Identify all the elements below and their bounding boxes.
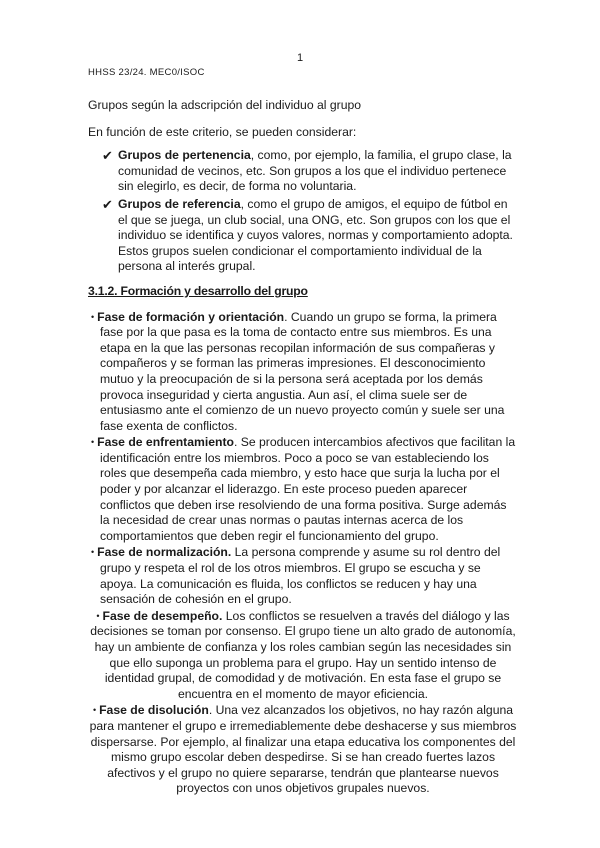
page-number: 1 [296,52,304,64]
phase-term: Fase de formación y orientación [97,309,285,324]
criteria-text: , como, por ejemplo, la familia, el grupo clase, la comunidad de vecinos, etc. Son grupos a los que el individuo pertenece sin elegirlo, es decir, de forma no voluntaria. [118,148,512,194]
phase-item-enfrentamiento [88,435,518,544]
bullet-icon: • [96,610,100,621]
phase-term: Fase de desempeño. [102,608,223,623]
phase-text: . Se producen intercambios afectivos que facilitan la identificación entre los miembros. Poco a poco se van estableciendo los roles que desempeña cada miembro, y esto hace que surja la lucha por el poder y por alcanzar el liderazgo. En este proceso pueden aparecer conflictos que deben irse resolviendo de una forma positiva. Surge además la necesidad de crear unas normas o pautas internas acerca de los comportamientos que deben regir el funcionamiento del grupo. [100,435,516,543]
bullet-icon: • [91,547,95,558]
criteria-text: , como el grupo de amigos, el equipo de fútbol en el que se juega, un club social, una ONG, etc. Son grupos con los que el individuo se identifica y cuyos valores, normas y comportamiento adopta. Estos grupos suelen condicionar el comportamiento individual de la persona al interés grupal. [118,196,513,274]
phase-item-formacion [88,310,518,435]
phase-item-normalizacion [88,545,518,607]
criteria-item-referencia [88,197,518,275]
document-header: HHSS 23/24. MEC0/ISOC [88,67,205,78]
phase-item-disolucion [88,703,518,797]
criteria-term: Grupos de referencia [118,196,241,211]
phase-text: La persona comprende y asume su rol dentro del grupo y respeta el rol de los otros miembros. El grupo se escucha y se apoya. La comunicación es fluida, los conflictos se reducen y hay una sensación de cohesión en el grupo. [100,545,501,607]
criteria-term: Grupos de pertenencia [118,148,251,163]
bullet-icon: • [91,437,95,448]
phase-term: Fase de enfrentamiento [97,435,234,450]
checkmark-icon: ✔ [102,148,113,164]
phase-term: Fase de disolución [99,703,209,718]
phase-term: Fase de normalización. [97,545,232,560]
phase-text: Los conflictos se resuelven a través del diálogo y las decisiones se toman por consenso. El grupo tiene un alto grado de autonomía, hay un ambiente de confianza y los roles cambian según las necesidades sin que ello suponga un problema para el grupo. Hay un sentido intenso de identidad grupal, de comodidad y de motivación. En esta fase el grupo se encuentra en el momento de mayor eficiencia. [90,608,516,701]
section-heading: 3.1.2. Formación y desarrollo del grupo [88,283,308,298]
document-body [88,98,518,798]
bullet-icon: • [92,705,97,716]
checkmark-icon: ✔ [102,196,113,212]
bullet-icon: • [91,311,95,322]
intro-text: En función de este criterio, se pueden considerar: [88,124,357,139]
phase-item-desempeno [88,609,518,703]
criteria-item-pertenencia [88,148,518,195]
phase-text: . Una vez alcanzados los objetivos, no hay razón alguna para mantener el grupo e irremediablemente debe deshacerse y sus miembros dispersarse. Por ejemplo, al finalizar una etapa educativa los componentes del mismo grupo escolar deben despedirse. Si se han creado fuertes lazos afectivos y el grupo no quiere separarse, tendrán que plantearse nuevos proyectos con unos objetivos grupales nuevos. [89,703,517,796]
phase-text: . Cuando un grupo se forma, la primera fase por la que pasa es la toma de contacto entre sus miembros. Es una etapa en la que las personas recopilan información de sus compañeras y compañeros y se forman las primeras impresiones. El desconocimiento mutuo y la preocupación de si la persona será aceptada por los demás provoca inseguridad y cierta angustia. Aun así, el clima suele ser de entusiasmo ante el comienzo de un nuevo proyecto común y suele ser una fase exenta de conflictos. [100,309,505,433]
topic-title: Grupos según la adscripción del individuo al grupo [88,98,362,112]
